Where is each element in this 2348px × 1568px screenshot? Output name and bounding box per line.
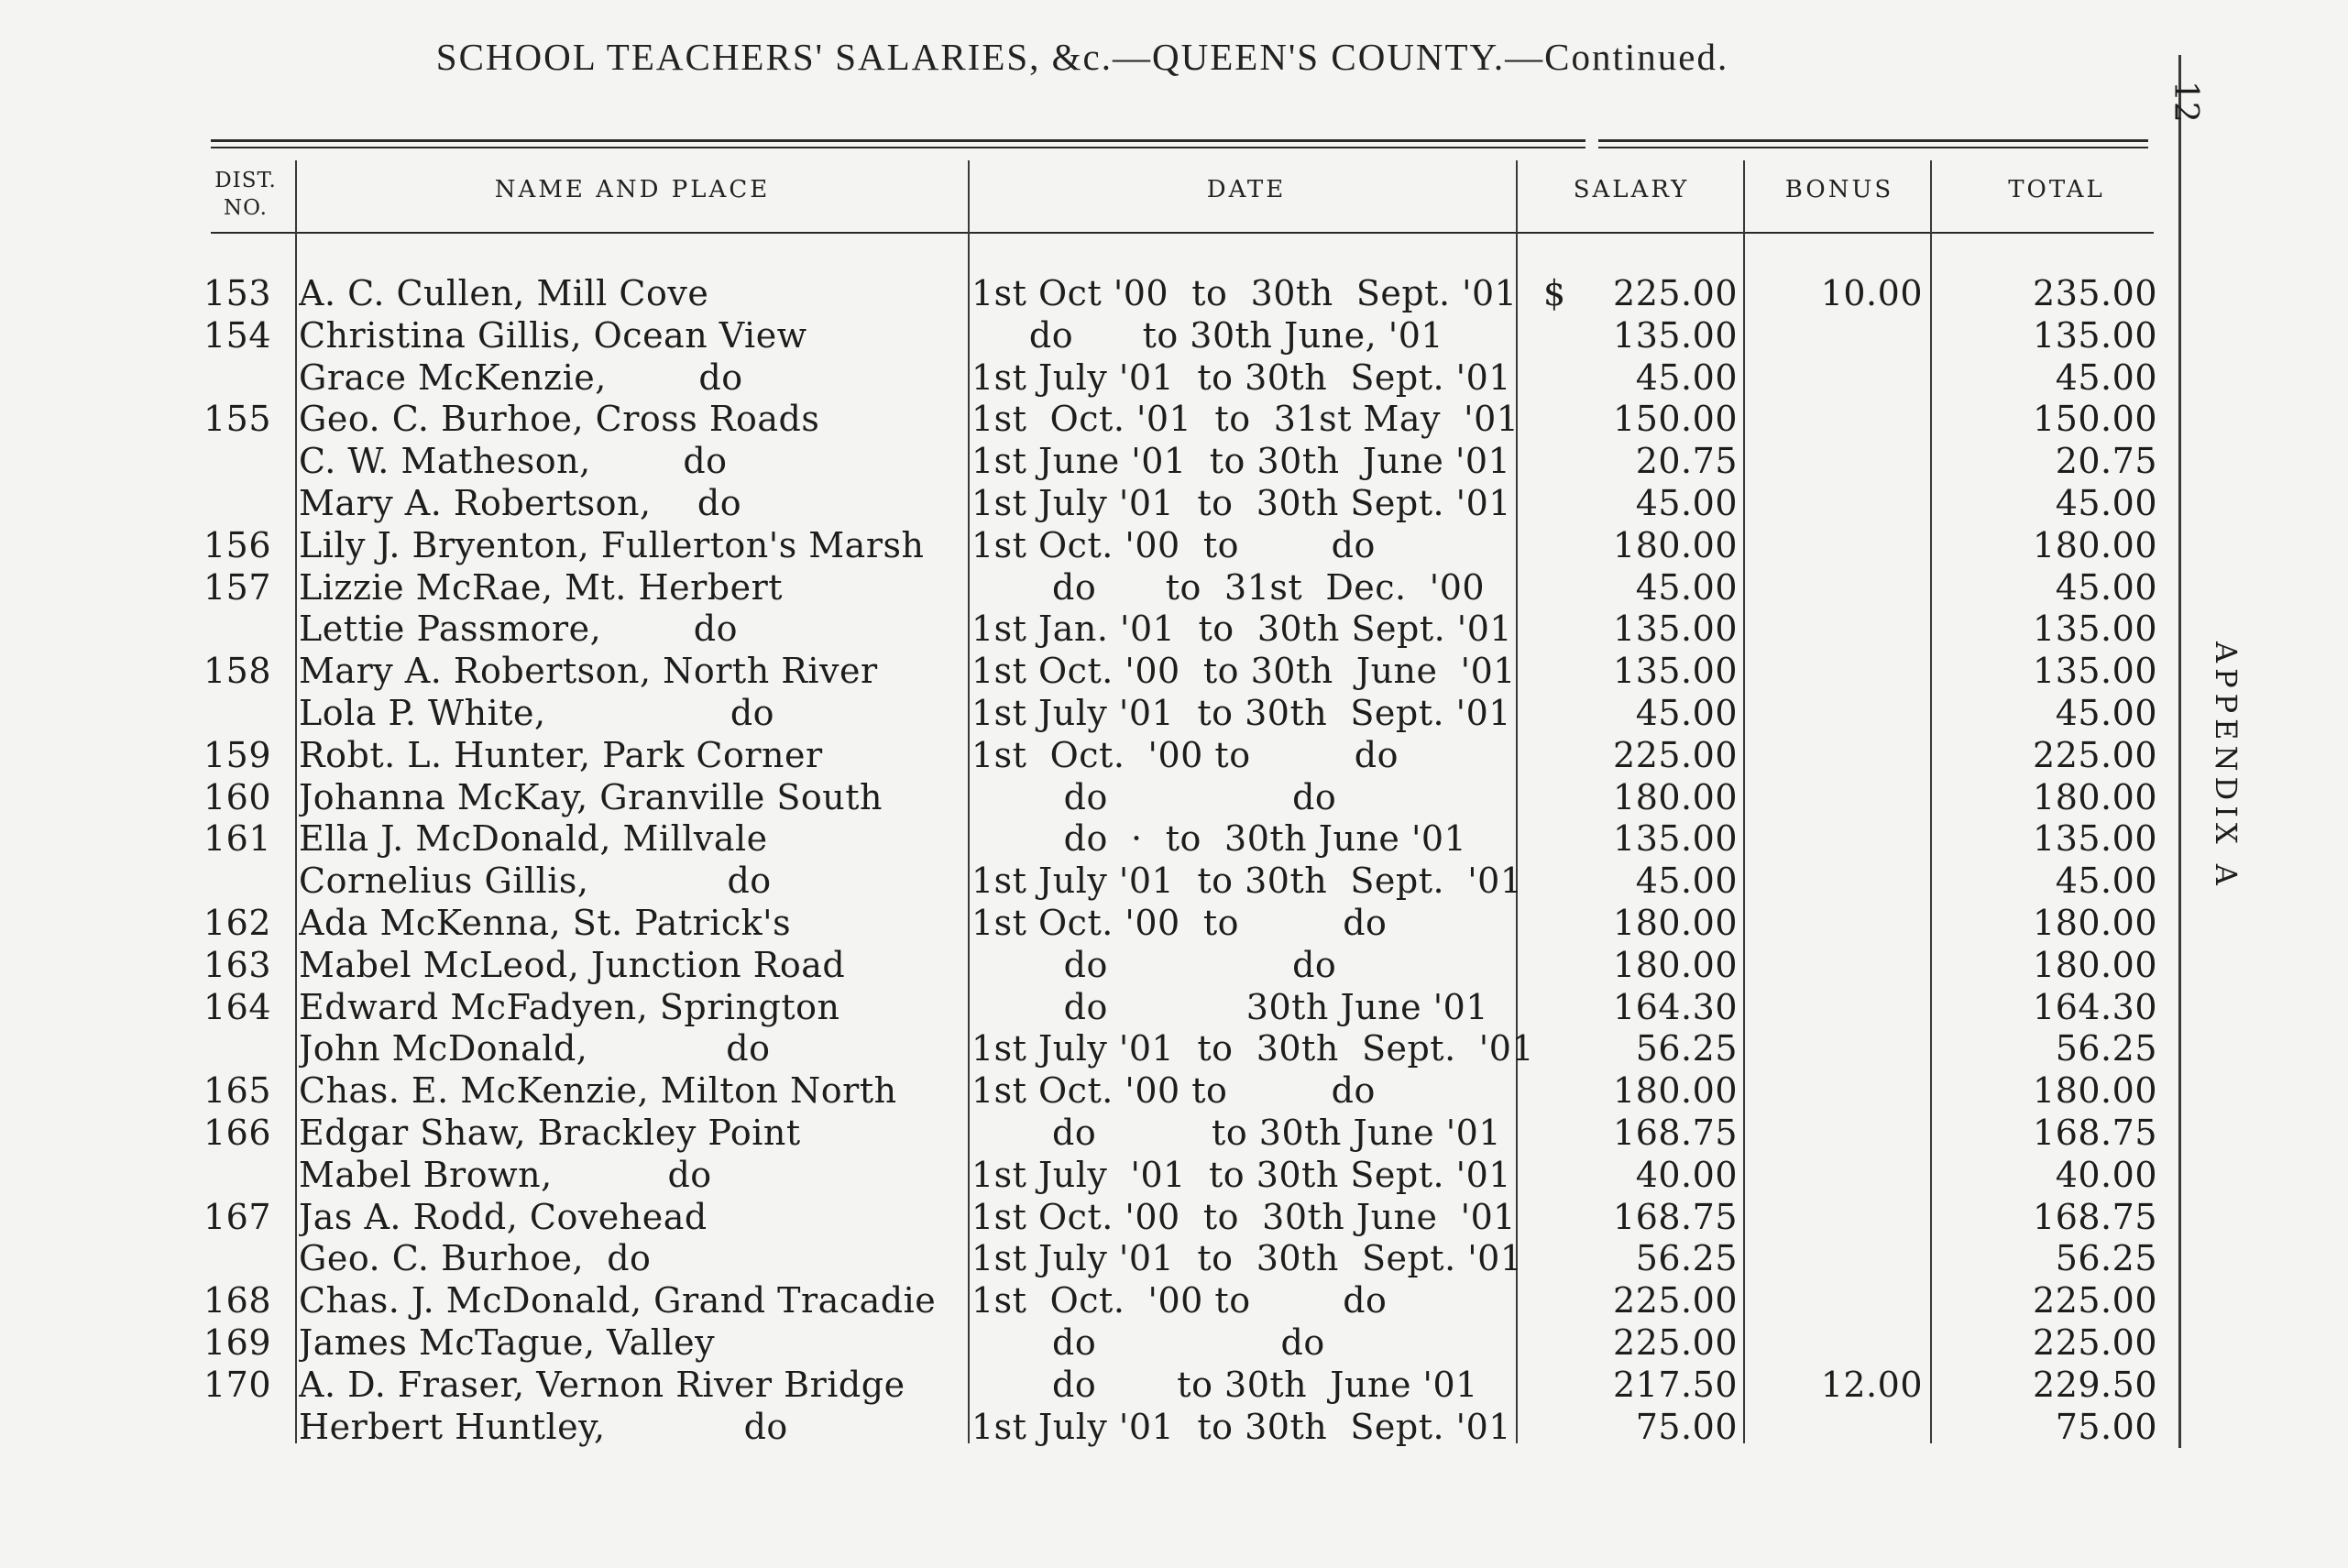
total-cell: 40.00 <box>2055 1154 2157 1195</box>
date-cell: 1st Oct. '00 to do <box>971 1280 1388 1321</box>
date-cell: 1st July '01 to 30th Sept. '01 <box>971 1028 1535 1069</box>
date-cell: 1st Oct '00 to 30th Sept. '01 <box>971 273 1518 313</box>
table-row <box>0 398 2200 440</box>
page-number: 12 <box>2167 81 2204 123</box>
table-row <box>0 1069 2200 1112</box>
salary-cell: 45.00 <box>1635 861 1738 902</box>
salary-cell: 180.00 <box>1613 1070 1738 1112</box>
total-cell: 180.00 <box>2033 944 2157 985</box>
table-row <box>0 944 2200 986</box>
name-place-cell: Ella J. McDonald, Millvale <box>299 818 768 860</box>
salary-cell: 20.75 <box>1635 441 1738 482</box>
name-place-cell: Chas. J. McDonald, Grand Tracadie <box>299 1280 937 1321</box>
table-row <box>0 482 2200 524</box>
dist-no-cell: 158 <box>203 651 271 692</box>
total-cell: 229.50 <box>2033 1364 2157 1405</box>
name-place-cell: Geo. C. Burhoe, do <box>299 1238 652 1279</box>
date-cell: 1st July '01 to 30th Sept. '01 <box>971 1238 1523 1279</box>
total-cell: 135.00 <box>2033 609 2157 650</box>
name-place-cell: Christina Gillis, Ocean View <box>299 314 807 356</box>
name-place-cell: C. W. Matheson, do <box>299 441 728 482</box>
salary-cell: 225.00 <box>1613 273 1738 313</box>
dist-no-cell: 169 <box>203 1322 271 1363</box>
table-row <box>0 1027 2200 1069</box>
total-cell: 225.00 <box>2033 734 2157 775</box>
name-place-cell: A. C. Cullen, Mill Cove <box>299 273 709 313</box>
header-date: DATE <box>1206 176 1287 203</box>
date-cell: do do <box>971 944 1337 985</box>
table-row <box>0 692 2200 734</box>
salary-cell: 45.00 <box>1635 483 1738 523</box>
total-cell: 225.00 <box>2033 1280 2157 1321</box>
salary-cell: 180.00 <box>1613 776 1738 817</box>
name-place-cell: Mary A. Robertson, do <box>299 483 742 523</box>
top-rule-right-inner <box>1598 147 2148 148</box>
salary-cell: 135.00 <box>1613 609 1738 650</box>
table-row <box>0 524 2200 566</box>
table-row <box>0 608 2200 650</box>
dist-no-cell: 155 <box>203 399 271 440</box>
date-cell: do to 30th June '01 <box>971 1364 1478 1405</box>
name-place-cell: Herbert Huntley, do <box>299 1406 788 1447</box>
salary-cell: 75.00 <box>1635 1406 1738 1447</box>
date-cell: 1st Oct. '01 to 31st May '01 <box>971 399 1520 440</box>
date-cell: 1st Oct. '00 to do <box>971 734 1399 775</box>
header-dist-no: DIST. NO. <box>214 169 277 220</box>
header-name-place: NAME AND PLACE <box>494 176 771 203</box>
bonus-cell: 10.00 <box>1820 273 1923 313</box>
total-cell: 135.00 <box>2033 314 2157 356</box>
top-rule-right <box>1598 139 2148 142</box>
date-cell: 1st July '01 to 30th Sept. '01 <box>971 693 1511 733</box>
dist-no-cell: 153 <box>203 273 271 313</box>
bonus-cell: 12.00 <box>1820 1364 1923 1405</box>
name-place-cell: John McDonald, do <box>299 1028 771 1069</box>
total-cell: 135.00 <box>2033 651 2157 692</box>
table-row <box>0 860 2200 902</box>
total-cell: 225.00 <box>2033 1322 2157 1363</box>
total-cell: 56.25 <box>2055 1238 2157 1279</box>
table-row <box>0 1364 2200 1406</box>
table-row <box>0 1237 2200 1279</box>
salary-cell: 45.00 <box>1635 566 1738 608</box>
name-place-cell: Edward McFadyen, Springton <box>299 986 840 1027</box>
date-cell: do to 30th June '01 <box>971 1113 1501 1153</box>
date-cell: 1st July '01 to 30th Sept. '01 <box>971 861 1523 902</box>
total-cell: 20.75 <box>2055 441 2157 482</box>
dist-no-cell: 167 <box>203 1196 271 1237</box>
date-cell: 1st Jan. '01 to 30th Sept. '01 <box>971 609 1513 650</box>
salary-cell: 56.25 <box>1635 1028 1738 1069</box>
salary-cell: 164.30 <box>1613 986 1738 1027</box>
name-place-cell: Cornelius Gillis, do <box>299 861 772 902</box>
dist-no-cell: 165 <box>203 1070 271 1112</box>
table-row <box>0 1112 2200 1154</box>
total-cell: 45.00 <box>2055 566 2157 608</box>
dist-no-cell: 162 <box>203 903 271 943</box>
total-cell: 164.30 <box>2033 986 2157 1027</box>
table-row <box>0 986 2200 1028</box>
name-place-cell: Edgar Shaw, Brackley Point <box>299 1113 801 1153</box>
total-cell: 168.75 <box>2033 1113 2157 1153</box>
name-place-cell: Mary A. Robertson, North River <box>299 651 878 692</box>
table-row <box>0 566 2200 609</box>
total-cell: 180.00 <box>2033 524 2157 565</box>
total-cell: 180.00 <box>2033 903 2157 943</box>
salary-cell: 135.00 <box>1613 314 1738 356</box>
dist-no-cell: 159 <box>203 734 271 775</box>
table-row <box>0 1154 2200 1196</box>
appendix-label: APPENDIX A <box>2209 641 2244 891</box>
header-bonus: BONUS <box>1784 176 1894 203</box>
name-place-cell: Geo. C. Burhoe, Cross Roads <box>299 399 820 440</box>
name-place-cell: Lily J. Bryenton, Fullerton's Marsh <box>299 524 925 565</box>
name-place-cell: Mabel Brown, do <box>299 1154 712 1195</box>
salary-cell: 135.00 <box>1613 651 1738 692</box>
salary-cell: 225.00 <box>1613 1280 1738 1321</box>
date-cell: do to 30th June, '01 <box>971 314 1444 356</box>
name-place-cell: A. D. Fraser, Vernon River Bridge <box>299 1364 905 1405</box>
date-cell: 1st Oct. '00 to do <box>971 903 1388 943</box>
header-total: TOTAL <box>2008 176 2105 203</box>
table-row <box>0 1321 2200 1364</box>
name-place-cell: Chas. E. McKenzie, Milton North <box>299 1070 897 1112</box>
table-row <box>0 1196 2200 1238</box>
date-cell: do do <box>971 776 1337 817</box>
date-cell: 1st July '01 to 30th Sept. '01 <box>971 1406 1511 1447</box>
date-cell: 1st Oct. '00 to do <box>971 524 1376 565</box>
name-place-cell: Mabel McLeod, Junction Road <box>299 944 846 985</box>
table-row <box>0 440 2200 482</box>
salary-cell: 180.00 <box>1613 524 1738 565</box>
top-rule <box>211 139 1585 142</box>
date-cell: 1st July '01 to 30th Sept. '01 <box>971 356 1511 398</box>
salary-cell: 40.00 <box>1635 1154 1738 1195</box>
total-cell: 150.00 <box>2033 399 2157 440</box>
dist-no-cell: 170 <box>203 1364 271 1405</box>
date-cell: 1st Oct. '00 to 30th June '01 <box>971 1196 1516 1237</box>
header-rule <box>211 232 2154 234</box>
date-cell: do to 31st Dec. '00 <box>971 566 1486 608</box>
salary-cell: 168.75 <box>1613 1196 1738 1237</box>
salary-cell: 150.00 <box>1613 399 1738 440</box>
top-rule-inner <box>211 147 1585 148</box>
date-cell: 1st Oct. '00 to do <box>971 1070 1376 1112</box>
salary-cell: 225.00 <box>1613 734 1738 775</box>
table-row <box>0 776 2200 818</box>
currency-symbol: $ <box>1543 273 1566 313</box>
salary-cell: 135.00 <box>1613 818 1738 860</box>
salary-cell: 45.00 <box>1635 693 1738 733</box>
table-row <box>0 356 2200 399</box>
total-cell: 56.25 <box>2055 1028 2157 1069</box>
name-place-cell: Ada McKenna, St. Patrick's <box>299 903 792 943</box>
dist-no-cell: 161 <box>203 818 271 860</box>
name-place-cell: Grace McKenzie, do <box>299 356 743 398</box>
date-cell: do · to 30th June '01 <box>971 818 1467 860</box>
total-cell: 45.00 <box>2055 861 2157 902</box>
salary-cell: 180.00 <box>1613 903 1738 943</box>
table-row <box>0 902 2200 944</box>
total-cell: 180.00 <box>2033 776 2157 817</box>
dist-no-cell: 166 <box>203 1113 271 1153</box>
dist-no-cell: 157 <box>203 566 271 608</box>
dist-no-cell: 164 <box>203 986 271 1027</box>
dist-no-cell: 160 <box>203 776 271 817</box>
dist-no-cell: 156 <box>203 524 271 565</box>
name-place-cell: Lizzie McRae, Mt. Herbert <box>299 566 784 608</box>
salary-cell: 168.75 <box>1613 1113 1738 1153</box>
header-salary: SALARY <box>1573 176 1690 203</box>
date-cell: do 30th June '01 <box>971 986 1489 1027</box>
total-cell: 45.00 <box>2055 356 2157 398</box>
name-place-cell: Lola P. White, do <box>299 693 775 733</box>
name-place-cell: Jas A. Rodd, Covehead <box>299 1196 708 1237</box>
salary-cell: 45.00 <box>1635 356 1738 398</box>
total-cell: 180.00 <box>2033 1070 2157 1112</box>
table-row <box>0 650 2200 692</box>
date-cell: 1st June '01 to 30th June '01 <box>971 441 1511 482</box>
date-cell: do do <box>971 1322 1325 1363</box>
salary-cell: 225.00 <box>1613 1322 1738 1363</box>
name-place-cell: James McTague, Valley <box>299 1322 716 1363</box>
dist-no-cell: 163 <box>203 944 271 985</box>
date-cell: 1st Oct. '00 to 30th June '01 <box>971 651 1516 692</box>
total-cell: 168.75 <box>2033 1196 2157 1237</box>
salary-cell: 56.25 <box>1635 1238 1738 1279</box>
date-cell: 1st July '01 to 30th Sept. '01 <box>971 483 1511 523</box>
page-title: SCHOOL TEACHERS' SALARIES, &c.—QUEEN'S COUNTY.—Continued. <box>435 36 1729 78</box>
table-row <box>0 272 2200 314</box>
total-cell: 75.00 <box>2055 1406 2157 1447</box>
name-place-cell: Johanna McKay, Granville South <box>299 776 883 817</box>
table-row <box>0 314 2200 356</box>
name-place-cell: Lettie Passmore, do <box>299 609 738 650</box>
total-cell: 235.00 <box>2033 273 2157 313</box>
table-row <box>0 734 2200 776</box>
table-row <box>0 1406 2200 1448</box>
name-place-cell: Robt. L. Hunter, Park Corner <box>299 734 823 775</box>
table-row <box>0 1279 2200 1321</box>
total-cell: 135.00 <box>2033 818 2157 860</box>
dist-no-cell: 154 <box>203 314 271 356</box>
dist-no-cell: 168 <box>203 1280 271 1321</box>
total-cell: 45.00 <box>2055 483 2157 523</box>
salary-cell: 180.00 <box>1613 944 1738 985</box>
table-row <box>0 817 2200 860</box>
total-cell: 45.00 <box>2055 693 2157 733</box>
salary-cell: 217.50 <box>1613 1364 1738 1405</box>
date-cell: 1st July '01 to 30th Sept. '01 <box>971 1154 1511 1195</box>
